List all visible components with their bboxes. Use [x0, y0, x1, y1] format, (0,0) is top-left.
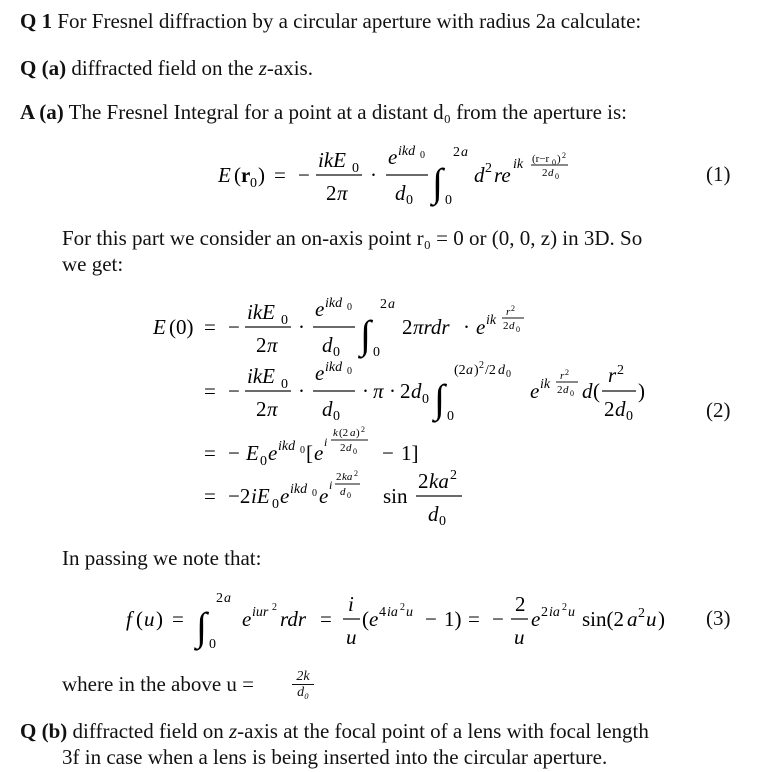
paragraph-where-text: where in the above u = — [62, 672, 255, 696]
svg-text:2: 2 — [272, 602, 277, 613]
svg-text:u: u — [646, 607, 657, 631]
svg-text:ikd: ikd — [325, 360, 343, 375]
svg-text:π: π — [267, 333, 278, 357]
svg-text:e: e — [530, 379, 540, 403]
svg-text:2: 2 — [402, 315, 413, 339]
svg-text:rdr: rdr — [280, 607, 307, 631]
question-1-label: Q 1 — [20, 9, 53, 33]
svg-text:∫: ∫ — [434, 376, 445, 421]
svg-text:·: · — [463, 315, 470, 339]
svg-text:ia: ia — [387, 605, 398, 620]
svg-text:E: E — [153, 315, 166, 339]
svg-text:2: 2 — [326, 181, 337, 205]
svg-text:ikd: ikd — [398, 144, 416, 159]
svg-text:re: re — [494, 163, 511, 187]
svg-text:d: d — [395, 181, 406, 205]
svg-text:0: 0 — [626, 409, 633, 424]
svg-text:): ) — [557, 153, 561, 165]
svg-text:i: i — [329, 478, 333, 492]
svg-text:(r−r: (r−r — [532, 153, 550, 165]
answer-a — [20, 99, 627, 125]
svg-text:): ) — [474, 363, 479, 378]
svg-text:2: 2 — [256, 397, 267, 421]
question-b-axis: z — [228, 719, 238, 743]
svg-text:i: i — [324, 435, 328, 449]
svg-text:−: − — [228, 441, 240, 465]
svg-text:d: d — [346, 442, 352, 454]
equation-1 — [0, 138, 758, 218]
paragraph-passing: In passing we note that: — [62, 546, 262, 570]
answer-a-text: The Fresnel Integral for a point at a distant d₀ from the aperture is: — [68, 100, 628, 124]
svg-text:u: u — [568, 605, 575, 620]
svg-text:d: d — [411, 379, 422, 403]
svg-text:e: e — [242, 607, 252, 631]
paragraph-where — [62, 671, 254, 697]
svg-text:2: 2 — [503, 320, 509, 332]
u-definition-fraction — [292, 669, 314, 700]
svg-text:(2: (2 — [339, 427, 349, 439]
svg-text:ikE: ikE — [318, 148, 346, 172]
svg-text:d: d — [428, 502, 439, 526]
svg-text:0: 0 — [406, 193, 413, 208]
svg-text:(: ( — [234, 163, 241, 187]
svg-text:0: 0 — [570, 389, 574, 398]
svg-text:i: i — [348, 592, 354, 616]
svg-text:=: = — [274, 163, 286, 187]
question-a-axis: z — [258, 56, 267, 80]
svg-text:(0): (0) — [169, 315, 194, 339]
question-b-label: Q (b) — [20, 719, 68, 743]
svg-text:−: − — [228, 379, 240, 403]
svg-text:): ) — [258, 163, 265, 187]
svg-text:=: = — [172, 607, 184, 631]
svg-text:d: d — [322, 333, 333, 357]
svg-text:f: f — [126, 607, 132, 631]
svg-text:πrdr: πrdr — [413, 315, 450, 339]
svg-text:e: e — [268, 441, 278, 465]
svg-text:0: 0 — [312, 488, 317, 499]
svg-text:2: 2 — [256, 333, 267, 357]
svg-text:0: 0 — [447, 409, 454, 424]
question-1 — [20, 8, 641, 34]
svg-text:·: · — [389, 379, 396, 403]
svg-text:=: = — [468, 607, 480, 631]
svg-text:d: d — [509, 320, 515, 332]
svg-text:d: d — [615, 397, 626, 421]
svg-text:−: − — [492, 607, 504, 631]
svg-text:=: = — [204, 484, 216, 508]
svg-text:(: ( — [593, 379, 600, 403]
svg-text:2: 2 — [638, 606, 645, 621]
svg-text:=: = — [204, 441, 216, 465]
svg-text:0: 0 — [347, 302, 352, 313]
svg-text:): ) — [638, 379, 645, 403]
paragraph-on-axis-line2: we get: — [62, 252, 124, 276]
question-b-line2: 3f in case when a lens is being inserted into the circular aperture. — [62, 745, 608, 769]
svg-text:(: ( — [362, 607, 369, 631]
svg-text:u: u — [514, 625, 525, 649]
svg-text:2: 2 — [361, 425, 365, 434]
svg-text:·: · — [362, 379, 369, 403]
svg-text:2: 2 — [418, 469, 429, 493]
svg-text:2: 2 — [604, 397, 615, 421]
equation-3 — [0, 582, 758, 662]
svg-text:·: · — [298, 379, 305, 403]
svg-text:e: e — [476, 315, 486, 339]
svg-text:e: e — [280, 484, 290, 508]
svg-text:a: a — [627, 607, 638, 631]
svg-text:π: π — [267, 397, 278, 421]
question-a — [20, 55, 313, 81]
svg-text:u: u — [406, 605, 413, 620]
svg-text:0: 0 — [333, 345, 340, 360]
svg-text:a: a — [388, 297, 395, 312]
svg-text:0: 0 — [281, 313, 288, 328]
svg-text:sin(2: sin(2 — [582, 607, 624, 631]
svg-text:u: u — [346, 625, 357, 649]
svg-text:e: e — [388, 145, 398, 169]
svg-text:π: π — [337, 181, 348, 205]
svg-text:d: d — [322, 397, 333, 421]
svg-text:d: d — [474, 163, 485, 187]
svg-text:0: 0 — [439, 514, 446, 529]
svg-text:2: 2 — [562, 151, 566, 160]
svg-text:0: 0 — [420, 150, 425, 161]
svg-text:ik: ik — [540, 377, 551, 392]
svg-text:0: 0 — [300, 445, 305, 456]
svg-text:0: 0 — [333, 409, 340, 424]
svg-text:ikd: ikd — [290, 482, 308, 497]
svg-text:2: 2 — [450, 468, 457, 483]
svg-text:ikE: ikE — [247, 364, 275, 388]
svg-text:d: d — [498, 363, 505, 378]
svg-text:2: 2 — [340, 442, 346, 454]
svg-text:−2: −2 — [228, 484, 251, 508]
equation-2 — [0, 290, 758, 535]
svg-text:): ) — [658, 607, 665, 631]
question-a-label: Q (a) — [20, 56, 67, 80]
svg-text:): ) — [356, 427, 360, 439]
svg-text:e: e — [315, 297, 325, 321]
svg-text:u: u — [144, 607, 155, 631]
svg-text:0: 0 — [552, 158, 556, 167]
svg-text:2: 2 — [400, 602, 405, 613]
svg-text:0: 0 — [250, 176, 257, 191]
svg-text:0: 0 — [272, 497, 279, 512]
svg-text:0: 0 — [260, 454, 267, 469]
svg-text:0: 0 — [209, 637, 216, 652]
svg-text:r: r — [608, 363, 617, 387]
svg-text:=: = — [204, 379, 216, 403]
svg-text:0: 0 — [422, 392, 429, 407]
svg-text:∫: ∫ — [360, 312, 371, 357]
svg-text:ik: ik — [486, 313, 497, 328]
svg-text:0: 0 — [352, 161, 359, 176]
svg-text:E: E — [246, 441, 259, 465]
svg-text:iE: iE — [251, 484, 270, 508]
svg-text:−: − — [228, 315, 240, 339]
svg-text:ka: ka — [342, 471, 353, 483]
svg-text:∫: ∫ — [432, 160, 443, 205]
svg-text:d: d — [548, 167, 554, 179]
svg-text:2: 2 — [216, 591, 223, 606]
svg-text:ik: ik — [513, 157, 524, 172]
svg-text:·: · — [370, 163, 377, 187]
svg-text:r: r — [560, 370, 565, 382]
question-b-text-after: -axis at the focal point of a lens with focal length — [237, 719, 649, 743]
question-a-text-after: -axis. — [266, 56, 313, 80]
svg-text:2: 2 — [380, 297, 387, 312]
svg-text:0: 0 — [347, 366, 352, 377]
svg-text:d: d — [582, 379, 593, 403]
answer-a-label: A (a) — [20, 100, 64, 124]
svg-text:∫: ∫ — [196, 604, 207, 649]
svg-text:·: · — [298, 315, 305, 339]
svg-text:r: r — [506, 306, 511, 318]
equation-3-number: (3) — [706, 606, 731, 630]
svg-text:e: e — [369, 607, 379, 631]
svg-text:2: 2 — [354, 469, 358, 478]
svg-text:e: e — [531, 607, 541, 631]
question-b-text-before: diffracted field on — [72, 719, 229, 743]
svg-text:e: e — [315, 361, 325, 385]
equation-1-number: (1) — [706, 162, 731, 186]
svg-text:): ) — [156, 607, 163, 631]
svg-text:sin: sin — [383, 484, 408, 508]
paragraph-on-axis-line1: For this part we consider an on-axis point r₀ = 0 or (0, 0, z) in 3D. So — [62, 226, 643, 250]
question-1-text: For Fresnel diffraction by a circular aperture with radius 2a calculate: — [57, 9, 642, 33]
svg-text:k: k — [333, 427, 338, 439]
svg-text:1): 1) — [444, 607, 462, 631]
question-b-line1 — [20, 718, 649, 744]
svg-text:2: 2 — [562, 602, 567, 613]
svg-text:=: = — [320, 607, 332, 631]
svg-text:0: 0 — [281, 377, 288, 392]
equation-2-number: (2) — [706, 398, 731, 422]
svg-text:0: 0 — [445, 193, 452, 208]
svg-text:ikE: ikE — [247, 300, 275, 324]
svg-text:E: E — [218, 163, 231, 187]
svg-text:/2: /2 — [485, 363, 496, 378]
u-fraction-numerator: 2k — [292, 669, 314, 685]
svg-text:a: a — [466, 363, 473, 378]
svg-text:0: 0 — [555, 172, 559, 181]
svg-text:r: r — [241, 163, 251, 187]
svg-text:4: 4 — [379, 605, 386, 620]
svg-text:2: 2 — [515, 592, 526, 616]
svg-text:1]: 1] — [401, 441, 419, 465]
svg-text:2: 2 — [400, 379, 411, 403]
svg-text:ka: ka — [429, 469, 449, 493]
svg-text:0: 0 — [506, 369, 511, 380]
svg-text:2: 2 — [617, 363, 624, 378]
svg-text:−: − — [425, 607, 437, 631]
svg-text:(2: (2 — [454, 363, 466, 378]
svg-text:e: e — [319, 484, 329, 508]
svg-text:0: 0 — [516, 325, 520, 334]
svg-text:ikd: ikd — [325, 296, 343, 311]
svg-text:d: d — [340, 486, 346, 498]
svg-text:0: 0 — [347, 491, 351, 500]
svg-text:π: π — [373, 379, 384, 403]
svg-text:−: − — [382, 441, 394, 465]
svg-text:2: 2 — [541, 605, 548, 620]
svg-text:iur: iur — [252, 605, 269, 620]
svg-text:ikd: ikd — [278, 439, 296, 454]
svg-text:2: 2 — [336, 471, 342, 483]
svg-text:(: ( — [136, 607, 143, 631]
svg-text:a: a — [224, 591, 231, 606]
svg-text:a: a — [461, 145, 468, 160]
svg-text:ia: ia — [549, 605, 560, 620]
svg-text:0: 0 — [353, 447, 357, 456]
svg-text:0: 0 — [373, 345, 380, 360]
svg-text:2: 2 — [453, 145, 460, 160]
svg-text:2: 2 — [485, 161, 492, 176]
svg-text:e: e — [314, 441, 324, 465]
svg-text:2: 2 — [565, 368, 569, 377]
svg-text:−: − — [298, 163, 310, 187]
svg-text:2: 2 — [542, 167, 548, 179]
u-fraction-denominator: d₀ — [297, 685, 309, 700]
svg-text:2: 2 — [479, 360, 484, 371]
svg-text:d: d — [563, 384, 569, 396]
svg-text:2: 2 — [557, 384, 563, 396]
svg-text:=: = — [204, 315, 216, 339]
svg-text:2: 2 — [511, 304, 515, 313]
svg-text:a: a — [350, 427, 356, 439]
question-a-text-before: diffracted field on the — [71, 56, 259, 80]
svg-text:[: [ — [306, 441, 313, 465]
